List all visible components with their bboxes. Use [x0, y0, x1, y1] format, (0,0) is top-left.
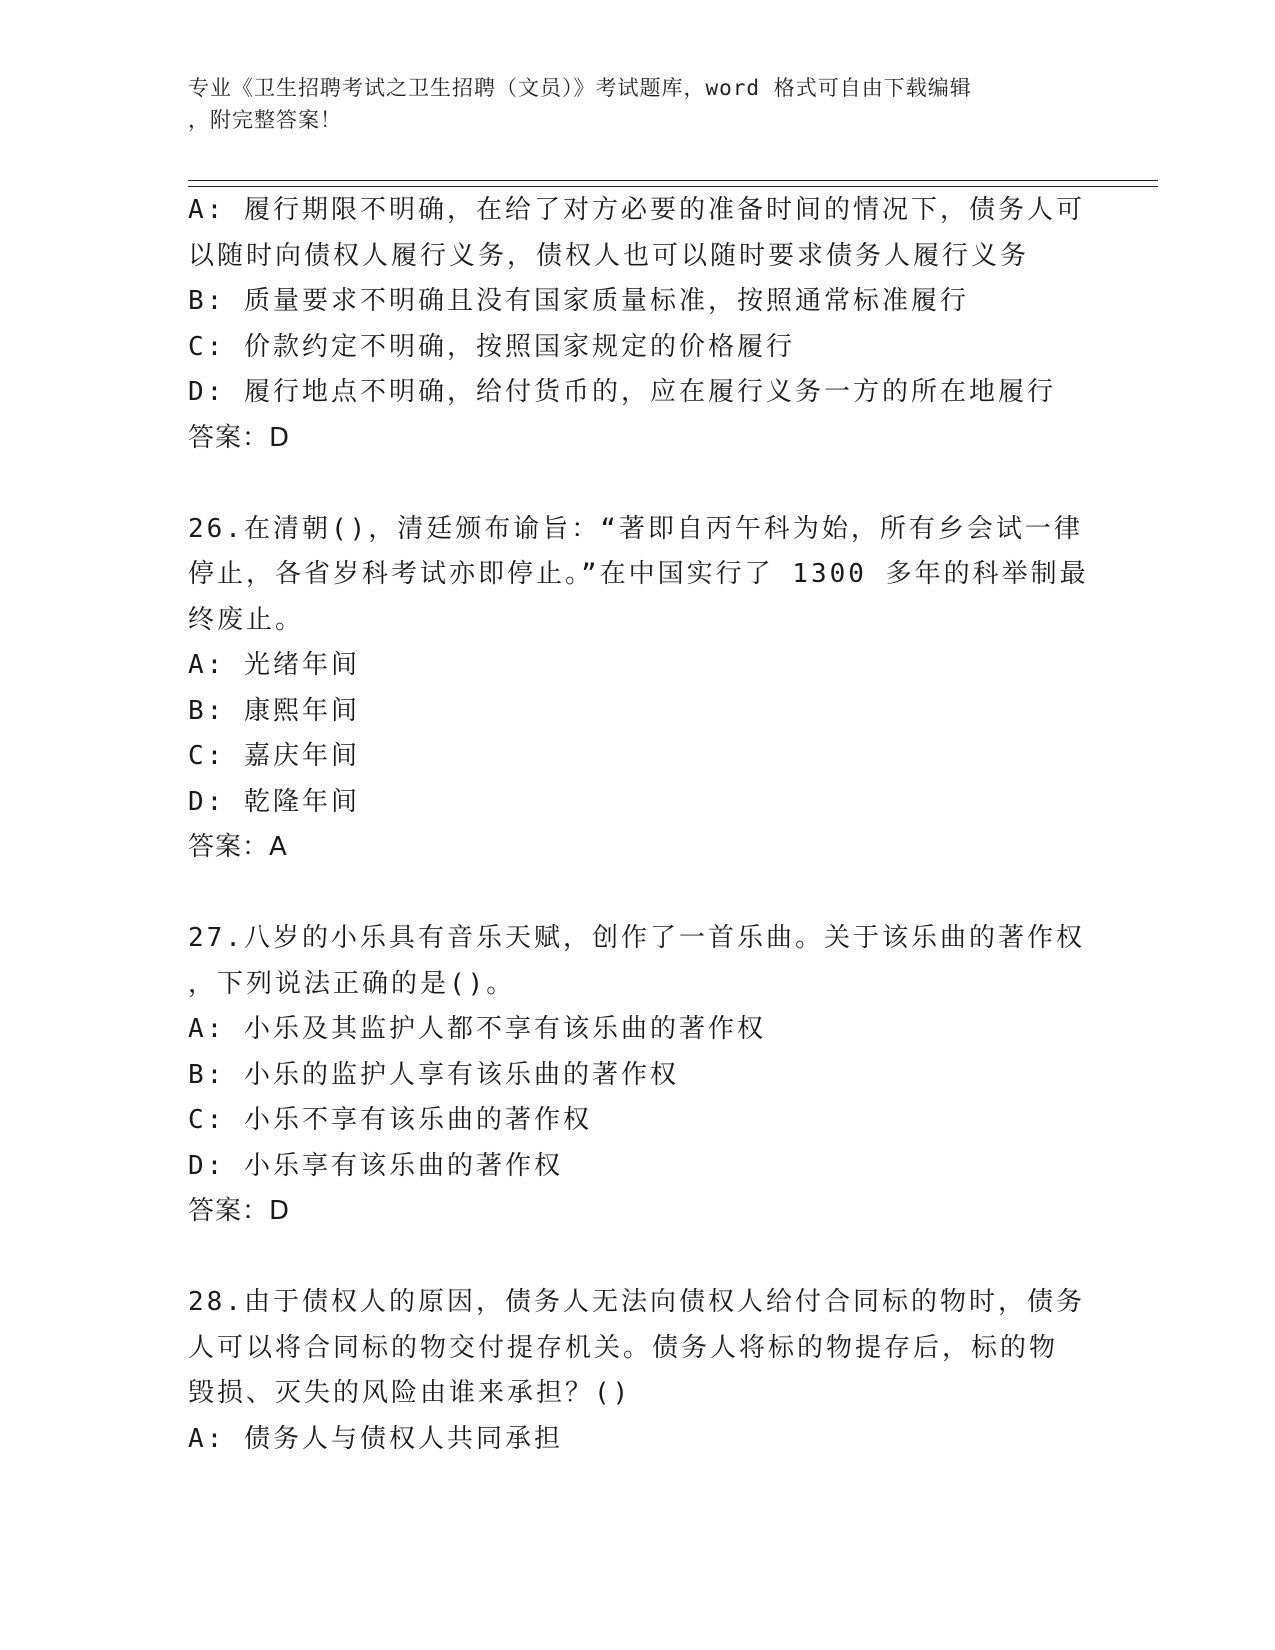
question-text-line-1: 26.在清朝()，清廷颁布谕旨：“著即自丙午科为始，所有乡会试一律 [188, 513, 1083, 544]
answer: 答案：A [188, 832, 288, 862]
question-text-line-3: 毁损、灭失的风险由谁来承担？() [188, 1378, 632, 1408]
option-b: B: 质量要求不明确且没有国家质量标准，按照通常标准履行 [188, 286, 969, 316]
answer: 答案：D [188, 422, 291, 453]
option-a-line-1: A: 履行期限不明确，在给了对方必要的准备时间的情况下，债务人可 [188, 195, 1085, 225]
question-text-line-3: 终废止。 [188, 604, 305, 635]
question-text-line-2: 停止，各省岁科考试亦即停止。”在中国实行了 1300 多年的科举制最 [188, 559, 1089, 589]
option-d: D: 履行地点不明确，给付货币的，应在履行义务一方的所在地履行 [188, 377, 1056, 407]
spacer [188, 871, 1078, 917]
option-b: B: 小乐的监护人享有该乐曲的著作权 [188, 1059, 679, 1090]
option-d: D: 小乐享有该乐曲的著作权 [188, 1150, 563, 1181]
option-b: B: 康熙年间 [188, 695, 360, 726]
question-26 [188, 507, 1089, 871]
option-a-line-2: 以随时向债权人履行义务，债权人也可以随时要求债务人履行义务 [188, 240, 1030, 271]
question-28 [188, 1280, 1085, 1462]
option-c: C: 嘉庆年间 [188, 741, 360, 771]
header-line-1: 专业《卫生招聘考试之卫生招聘（文员）》考试题库，word 格式可自由下载编辑 [188, 76, 972, 100]
header-divider-top [188, 180, 1158, 181]
option-a: A: 光绪年间 [188, 650, 360, 680]
option-c: C: 价款约定不明确，按照国家规定的价格履行 [188, 331, 795, 362]
option-c: C: 小乐不享有该乐曲的著作权 [188, 1105, 592, 1135]
option-d: D: 乾隆年间 [188, 786, 360, 817]
spacer [188, 1235, 1078, 1281]
question-text-line-1: 27.八岁的小乐具有音乐天赋，创作了一首乐曲。关于该乐曲的著作权 [188, 923, 1085, 953]
question-text-line-2: ，下列说法正确的是()。 [188, 968, 516, 999]
answer: 答案：D [188, 1196, 291, 1226]
page-header [188, 72, 1088, 136]
header-divider-bottom [188, 186, 1158, 187]
question-27 [188, 916, 1085, 1235]
question-list [188, 188, 1089, 1462]
question-text-line-2: 人可以将合同标的物交付提存机关。债务人将标的物提存后，标的物 [188, 1332, 1059, 1363]
header-line-2: ，附完整答案！ [188, 108, 342, 132]
question-text-line-1: 28.由于债权人的原因，债务人无法向债权人给付合同标的物时，债务 [188, 1287, 1085, 1317]
question-25 [188, 188, 1085, 461]
option-a: A: 小乐及其监护人都不享有该乐曲的著作权 [188, 1014, 766, 1044]
spacer [188, 461, 1078, 507]
option-a: A: 债务人与债权人共同承担 [188, 1423, 563, 1454]
